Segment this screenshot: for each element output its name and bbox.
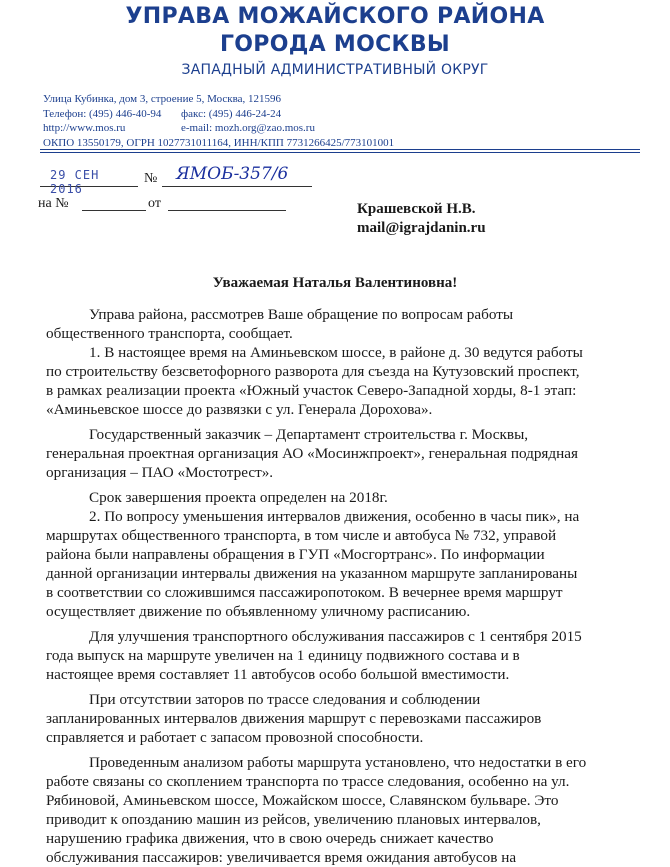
contact-block <box>43 92 394 150</box>
body-line: Для улучшения транспортного обслуживания пассажиров с 1 сентября 2015 <box>89 628 582 645</box>
administrative-district: ЗАПАДНЫЙ АДМИНИСТРАТИВНЫЙ ОКРУГ <box>181 62 489 78</box>
body-line: работе связаны со скоплением транспорта по трассе следования, особенно на ул. <box>46 773 570 790</box>
body-line: данной организации интервалы движения на указанном маршруте запланированы <box>46 565 578 582</box>
header-divider-top <box>40 149 640 150</box>
body-line: Государственный заказчик – Департамент строительства г. Москвы, <box>89 426 529 443</box>
body-line: Управа района, рассмотрев Ваше обращение по вопросам работы <box>89 306 514 323</box>
body-line: Проведенным анализом работы маршрута установлено, что недостатки в его <box>89 754 587 771</box>
reference-number-blank <box>82 210 146 211</box>
address: Улица Кубинка, дом 3, строение 5, Москва, 121596 <box>43 93 282 105</box>
header-divider-bottom <box>40 152 640 153</box>
body-line: Срок завершения проекта определен на 2018г. <box>89 489 388 506</box>
addressee-block <box>357 200 486 238</box>
addressee-email: mail@igrajdanin.ru <box>357 220 486 236</box>
body-line: осуществляет движение по объявленному уличному расписанию. <box>46 603 471 620</box>
body-line: по строительству безсветофорного разворота для съезда на Кутузовский проспект, <box>46 363 580 380</box>
reference-date-blank <box>168 210 286 211</box>
body-line: маршрутах общественного транспорта, в том числе и автобуса № 732, управой <box>46 527 557 544</box>
body-line: запланированных интервалов движения маршрут с перевозками пассажиров <box>46 710 542 727</box>
body-line: «Аминьевское шоссе до развязки с ул. Генерала Дорохова». <box>46 401 433 418</box>
body-line: приводит к опозданию машин из рейсов, увеличению плановых интервалов, <box>46 811 541 828</box>
phone: Телефон: (495) 446-40-94 <box>43 107 162 120</box>
body-line: При отсутствии заторов по трассе следования и соблюдении <box>89 691 481 708</box>
number-label: № <box>144 171 158 186</box>
organization-name-line2: ГОРОДА МОСКВЫ <box>219 32 450 57</box>
greeting: Уважаемая Наталья Валентиновна! <box>212 275 458 291</box>
body-line: в рамках реализации проекта «Южный участок Северо-Западной хорды, 8-1 этап: <box>46 382 577 399</box>
registry-codes: ОКПО 13550179, ОГРН 1027731011164, ИНН/КПП 7731266425/773101001 <box>43 136 395 149</box>
date-stamp <box>40 166 138 196</box>
body-line: 2. По вопросу уменьшения интервалов движения, особенно в часы пик», на <box>89 508 580 525</box>
outgoing-number-handwritten: ЯМОБ-357/6 <box>176 164 289 184</box>
date-stamp-text: 29 СЕН 2016 <box>50 168 100 196</box>
body-line: справляется и работает с запасом провозной способности. <box>46 729 424 746</box>
outgoing-number <box>162 164 312 187</box>
body-line: нарушению графика движения, что в свою очередь снижает качество <box>46 830 494 847</box>
body-line: настоящее время составляет 11 автобусов особо большой вместимости. <box>46 666 510 683</box>
body-line: района были направлены обращения в ГУП «Мосгортранс». По информации <box>46 546 545 563</box>
body-line: в соответствии со сложившимся пассажиропотоком. В вечернее время маршрут <box>46 584 563 601</box>
body-line: 1. В настоящее время на Аминьевском шоссе, в районе д. 30 ведутся работы <box>89 344 583 361</box>
body-line: года выпуск на маршруте увеличен на 1 единицу подвижного состава и в <box>46 647 520 664</box>
body-line: Рябиновой, Аминьевском шоссе, Можайском шоссе, Славянском бульваре. Это <box>46 792 559 809</box>
body-line: общественного транспорта, сообщает. <box>46 325 293 342</box>
body-line: обслуживания пассажиров: увеличивается время ожидания автобусов на <box>46 849 517 866</box>
email-link[interactable]: e-mail: mozh.org@zao.mos.ru <box>181 122 315 134</box>
reference-date-label: от <box>148 196 161 211</box>
addressee-name: Крашевской Н.В. <box>357 201 476 217</box>
reference-number-label: на № <box>38 196 69 211</box>
body-line: организация – ПАО «Мостотрест». <box>46 464 274 481</box>
website-link[interactable]: http://www.mos.ru <box>43 122 126 134</box>
body-line: генеральная проектная организация АО «Мосинжпроект», генеральная подрядная <box>46 445 578 462</box>
letter-body <box>46 305 652 867</box>
fax: факс: (495) 446-24-24 <box>181 107 282 120</box>
organization-name-line1: УПРАВА МОЖАЙСКОГО РАЙОНА <box>125 4 545 29</box>
